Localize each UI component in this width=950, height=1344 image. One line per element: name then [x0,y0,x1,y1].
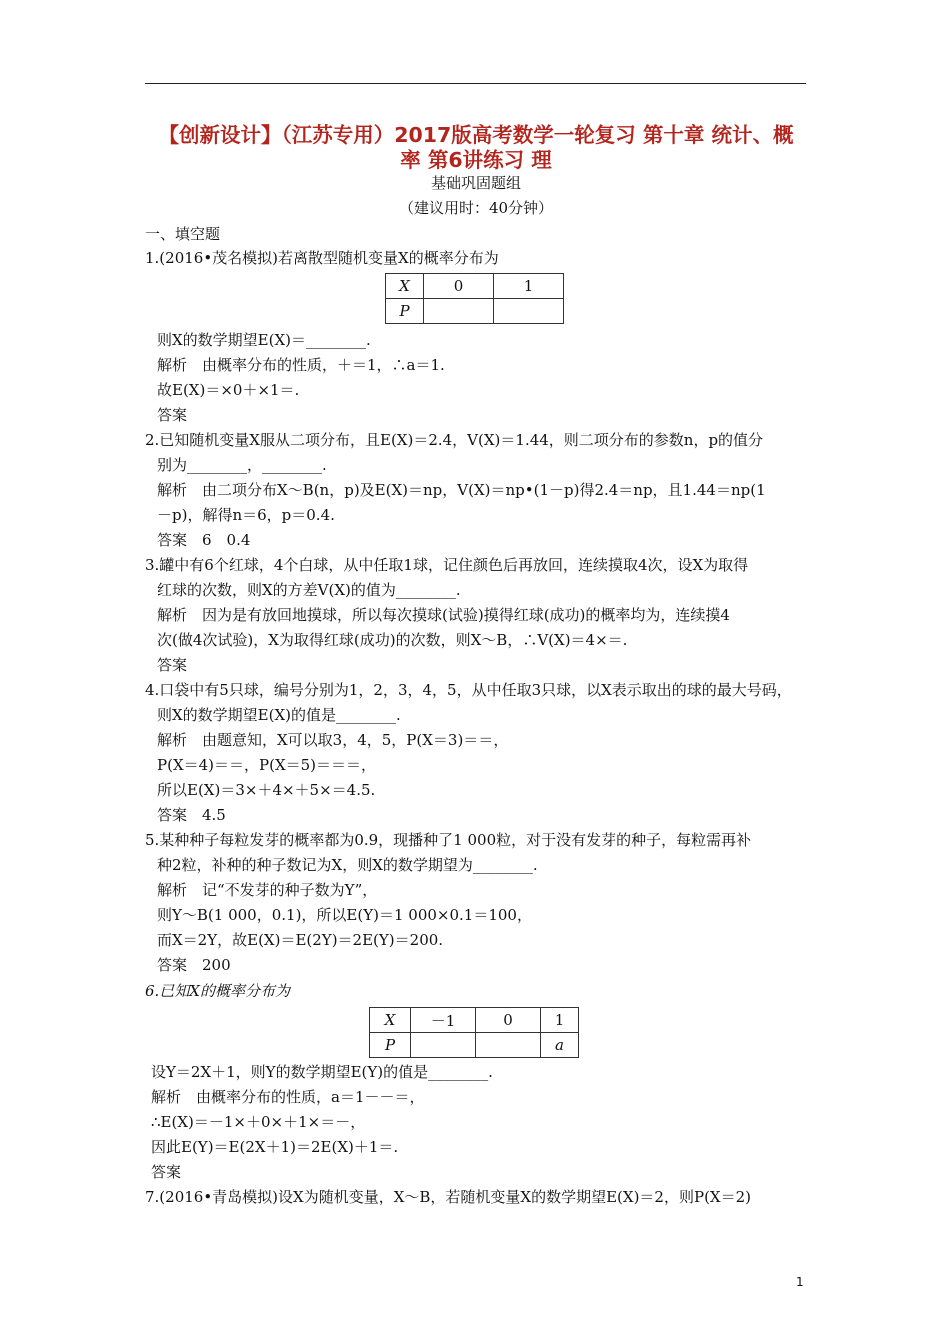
table1-cell [424,299,494,324]
table2-cell [476,1033,541,1058]
table2-cell: －1 [411,1008,476,1033]
question-4: 则X的数学期望E(X)的值是________. [157,706,401,724]
question-4-answer: 答案 4.5 [157,806,226,824]
subtitle: 基础巩固题组 [430,174,521,192]
section-heading: 一、填空题 [145,225,221,243]
question-5-solution: 而X＝2Y，故E(X)＝E(2Y)＝2E(Y)＝200. [157,931,444,949]
question-5-solution: 则Y～B(1 000，0.1)，所以E(Y)＝1 000×0.1＝100， [157,906,532,924]
question-5: 种2粒，补种的种子数记为X，则X的数学期望为________. [157,856,538,874]
question-4-solution: 解析 由题意知，X可以取3，4，5，P(X＝3)＝＝， [157,731,509,749]
page-number: 1 [796,1275,804,1289]
question-7: 7.(2016•青岛模拟)设X为随机变量，X～B，若随机变量X的数学期望E(X)＝2，则P(X＝2) [145,1188,751,1206]
table2-cell: 1 [541,1008,579,1033]
question-4-solution: P(X＝4)＝＝，P(X＝5)＝＝＝， [157,756,377,774]
table2-cell: P [370,1033,411,1058]
table1-cell: P [386,299,424,324]
table2-cell [411,1033,476,1058]
question-6-solution: 解析 由概率分布的性质，a＝1－－＝， [151,1088,425,1106]
title-line-1: 【创新设计】（江苏专用）2017版高考数学一轮复习 第十章 统计、概 [158,123,794,147]
header-rule [145,83,806,84]
question-5-solution: 解析 记“不发芽的种子数为Y”， [157,881,378,899]
table2-cell: a [541,1033,579,1058]
question-4-solution: 所以E(X)＝3×＋4×＋5×＝4.5. [157,781,376,799]
question-6-solution: ∴E(X)＝－1×＋0×＋1×＝－， [151,1113,366,1131]
table2-cell: 0 [476,1008,541,1033]
question-1-solution: 解析 由概率分布的性质，＋＝1，∴a＝1. [157,356,445,374]
question-1-answer: 答案 [157,406,188,424]
probability-table-1 [385,273,564,324]
question-6: 6.已知X的概率分布为 [145,982,290,1000]
question-4: 4.口袋中有5只球，编号分别为1，2，3，4，5，从中任取3只球，以X表示取出的球的最大号码， [145,681,792,699]
question-3-solution: 解析 因为是有放回地摸球，所以每次摸球(试验)摸得红球(成功)的概率均为，连续摸4 [157,606,730,624]
question-3: 3.罐中有6个红球，4个白球，从中任取1球，记住颜色后再放回，连续摸取4次，设X为取得 [145,556,749,574]
question-2-solution: 解析 由二项分布X～B(n，p)及E(X)＝np，V(X)＝np•(1－p)得2.4＝np，且1.44＝np(1 [157,481,766,499]
question-1-solution: 故E(X)＝×0＋×1＝. [157,381,300,399]
question-6-answer: 答案 [151,1163,182,1181]
table2-cell: X [370,1008,411,1033]
table1-cell [494,299,564,324]
table1-cell: 0 [424,274,494,299]
question-2-solution: －p)，解得n＝6，p＝0.4. [157,506,335,524]
question-6-prompt: 设Y＝2X＋1，则Y的数学期望E(Y)的值是________. [151,1063,493,1081]
question-5: 5.某种种子每粒发芽的概率都为0.9，现播种了1 000粒，对于没有发芽的种子，每粒需再补 [145,831,752,849]
document-title [142,123,810,173]
question-2: 别为________，________. [157,456,327,474]
table1-cell: 1 [494,274,564,299]
title-line-2: 率 第6讲练习 理 [400,148,552,172]
question-6-solution: 因此E(Y)＝E(2X＋1)＝2E(X)＋1＝. [151,1138,399,1156]
question-3: 红球的次数，则X的方差V(X)的值为________. [157,581,461,599]
question-3-solution: 次(做4次试验)，X为取得红球(成功)的次数，则X～B，∴V(X)＝4×＝. [157,631,628,649]
question-5-answer: 答案 200 [157,956,231,974]
question-2-answer: 答案 6 0.4 [157,531,251,549]
table1-cell: X [386,274,424,299]
question-3-answer: 答案 [157,656,188,674]
probability-table-2 [369,1007,579,1058]
question-2: 2.已知随机变量X服从二项分布，且E(X)＝2.4，V(X)＝1.44，则二项分布的参数n，p的值分 [145,431,764,449]
question-1-prompt: 则X的数学期望E(X)＝________. [157,331,371,349]
time-note: （建议用时：40分钟） [398,199,554,217]
question-1: 1.(2016•茂名模拟)若离散型随机变量X的概率分布为 [145,249,499,267]
